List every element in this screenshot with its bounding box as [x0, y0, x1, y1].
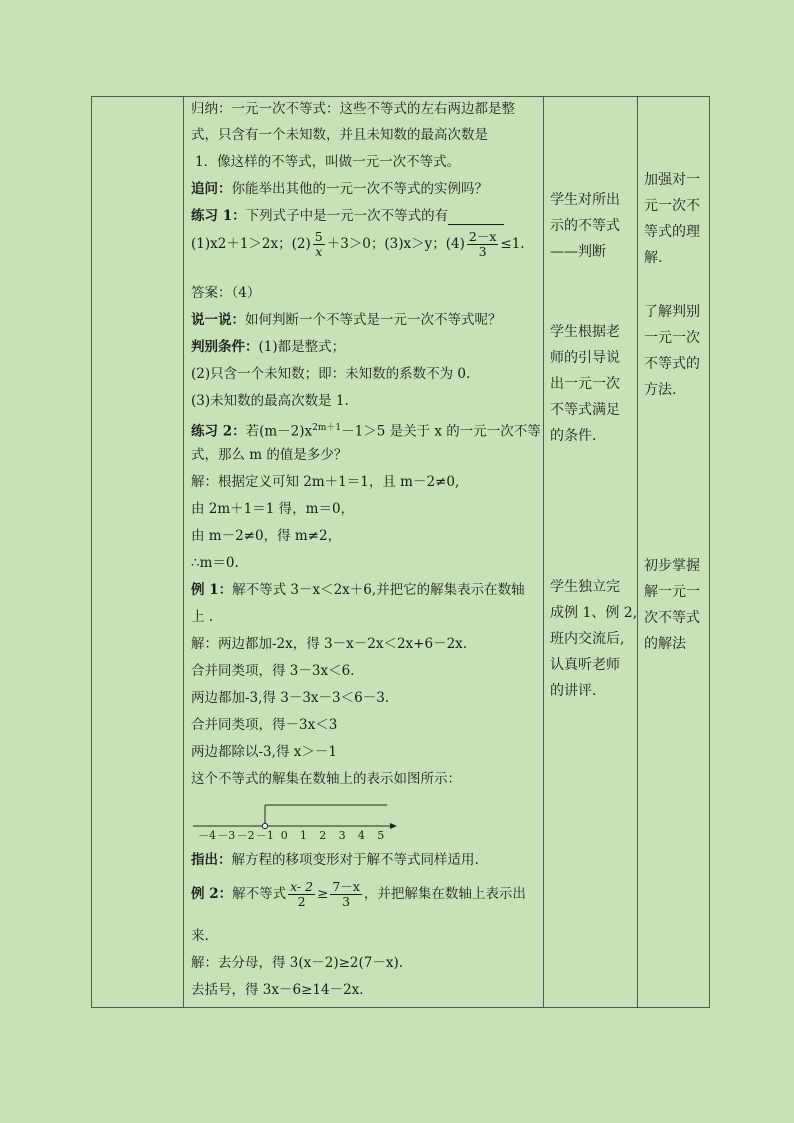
fraction: $\frac{2-x}{3}$	[468, 229, 497, 259]
criteria-line: 判别条件：(1)都是整式；	[191, 339, 346, 355]
axis-tick-label: 3	[338, 829, 346, 842]
design-intent-3: 初步掌握 解一元一 次不等式 的解法	[644, 558, 700, 652]
arrow-icon	[390, 823, 397, 829]
text-line: 上 .	[191, 609, 214, 625]
axis-tick-label: 0	[280, 829, 288, 842]
axis-tick-label: －3	[217, 829, 236, 842]
text-line: 这个不等式的解集在数轴上的表示如图所示：	[191, 771, 461, 787]
axis-ticks	[198, 829, 384, 842]
note-line: 指出：解方程的移项变形对于解不等式同样适用.	[191, 852, 479, 868]
column-divider	[637, 97, 638, 1007]
answer-blank	[448, 210, 504, 225]
student-activity-2: 学生根据老 师的引导说 出一元一次 不等式满足 的条件.	[550, 324, 620, 444]
design-intent-1: 加强对一 元一次不 等式的理 解.	[644, 172, 700, 266]
exercise-1-prompt: 练习 1：下列式子中是一元一次不等式的有	[191, 207, 504, 225]
fraction: $\frac{5}{x}$	[314, 229, 323, 259]
axis-tick-label: 4	[357, 829, 365, 842]
design-intent-2: 了解判别 一元一次 不等式的 方法.	[644, 304, 700, 398]
answer-line: 答案：（4）	[191, 285, 261, 301]
axis-tick-label: 1	[300, 829, 307, 842]
exercise-1-options: (1)x2＋1＞2x；(2) $\frac{5}{x}$ ＋3＞0；(3)x＞y；(4) $\frac{2-x}{3}$ ≤1.	[191, 229, 525, 259]
follow-up-question: 追问：你能举出其他的一元一次不等式的实例吗？	[191, 181, 488, 197]
solution-line: 由 2m＋1＝1 得，m＝0，	[191, 501, 355, 517]
open-point	[262, 823, 267, 828]
solution-line: 解：根据定义可知 2m＋1＝1，且 m－2≠0,	[191, 474, 460, 490]
text-line: 1．像这样的不等式，叫做一元一次不等式。	[195, 154, 461, 170]
axis-tick-label: 5	[377, 829, 385, 842]
fraction: $\frac{x- 2}{2}$	[290, 879, 314, 909]
number-line-figure	[191, 795, 411, 843]
criteria-line: (3)未知数的最高次数是 1.	[191, 393, 349, 409]
induction-line: 归纳：一元一次不等式：这些不等式的左右两边都是整	[191, 101, 515, 117]
criteria-line: (2)只含一个未知数；即：未知数的系数不为 0.	[191, 366, 471, 382]
solution-line: 合并同类项，得 3－3x＜6.	[191, 663, 355, 679]
axis-tick-label: －4	[198, 829, 216, 842]
exercise-2-prompt: 练习 2：若$(m-2)x^{2m+1}-1>5$ 是关于 x 的一元一次不等	[191, 423, 541, 440]
text-line: 来.	[191, 928, 209, 944]
axis-tick-label: －2	[236, 829, 255, 842]
text-line: 式，那么 m 的值是多少？	[191, 447, 348, 463]
lesson-table	[91, 96, 710, 1008]
example-2-prompt: 例 2：解不等式 $\frac{x- 2}{2}$ ≥ $\frac{7-x}{3}$ ，并把解集在数轴上表示出	[191, 879, 526, 909]
student-activity-3: 学生独立完 成例 1、例 2, 班内交流后, 认真听老师 的讲评.	[550, 579, 638, 699]
solution-line: 两边都加-3,得 3－3x－3＜6－3.	[191, 690, 390, 706]
text-line: 式，只含有一个未知数，并且未知数的最高次数是	[191, 127, 488, 143]
axis-tick-label: －1	[255, 829, 274, 842]
solution-line: 解：去分母，得 3(x－2)≥2(7－x).	[191, 955, 404, 971]
column-divider	[543, 97, 544, 1007]
discussion-prompt: 说一说：如何判断一个不等式是一元一次不等式呢？	[191, 312, 502, 328]
student-activity-1: 学生对所出 示的不等式 ——判断	[550, 192, 620, 260]
solution-line: 合并同类项，得－3x＜3	[191, 717, 338, 733]
fraction: $\frac{7-x}{3}$	[332, 879, 360, 909]
solution-line: 去括号，得 3x－6≥14－2x.	[191, 982, 364, 998]
solution-line: 由 m－2≠0，得 m≠2，	[191, 528, 342, 544]
axis-tick-label: 2	[319, 829, 327, 842]
solution-line: 两边都除以-3,得 x＞－1	[191, 744, 337, 760]
column-divider	[183, 97, 184, 1007]
example-1-prompt: 例 1：解不等式 3－x＜2x＋6,并把它的解集表示在数轴	[191, 582, 525, 598]
solution-line: 解：两边都加-2x，得 3－x－2x＜2x+6－2x.	[191, 636, 468, 652]
solution-line: ∴m＝0.	[191, 555, 239, 571]
